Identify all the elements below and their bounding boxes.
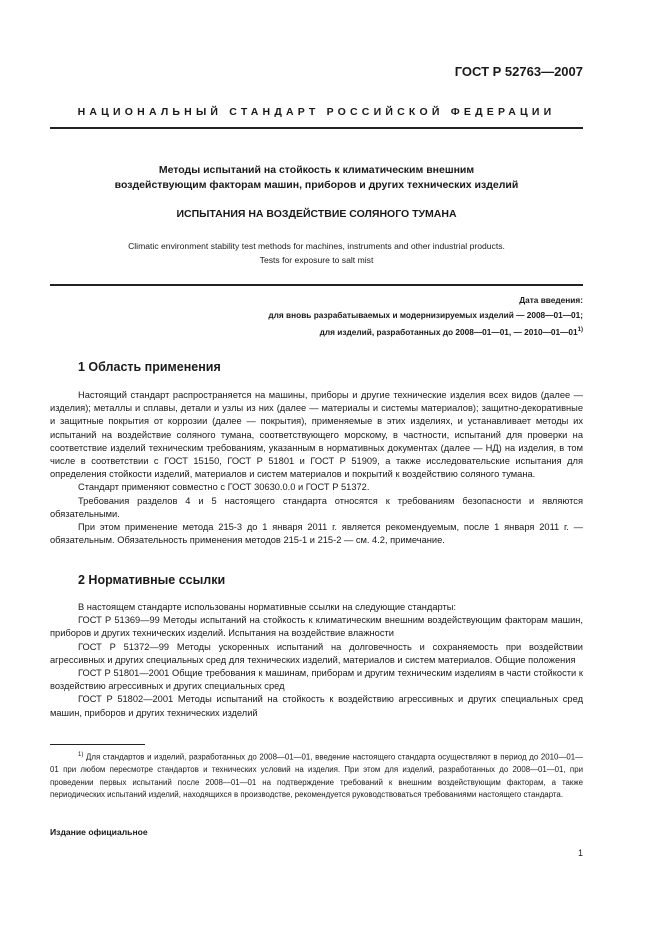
normative-reference: ГОСТ Р 51369—99 Методы испытаний на стойкость к климатическим внешним воздействующим факторам машин, приборов и других технических изделий. Испытания на воздействие влажности	[50, 615, 583, 639]
section-2-heading: 2 Нормативные ссылки	[78, 573, 226, 587]
section-1-paragraph: Настоящий стандарт распространяется на машины, приборы и другие технические изделия всех видов (далее — изделия); металлы и сплавы, детали и узлы из них (далее — материалы и системы материалов); защитно-декоративные и защитные покрытия от коррозии (далее — покрытия), применяемые в этих изделиях, и устанавливает методы их испытаний на воздействие соляного тумана, соответствующего морскому, в частности, испытаний для проверки на соответствие изделий техническим требованиям, указанным в нормативных документах (далее — НД) на изделия, в том числе в соответствии с ГОСТ 15150, ГОСТ Р 51801 и ГОСТ Р 51909, а также исследовательские испытания для определения стойкости изделий, материалов и систем материалов и покрытий к воздействию соляного тумана.	[50, 390, 583, 480]
english-title	[50, 239, 583, 267]
intro-date-line-1: для вновь разрабатываемых и модернизируемых изделий — 2008—01—01;	[268, 310, 583, 320]
section-2-body	[50, 601, 583, 720]
document-title	[50, 163, 583, 193]
top-divider	[50, 127, 583, 129]
document-subtitle: ИСПЫТАНИЯ НА ВОЗДЕЙСТВИЕ СОЛЯНОГО ТУМАНА	[176, 208, 457, 220]
footnote	[50, 749, 583, 802]
section-1-paragraph: При этом применение метода 215-3 до 1 января 2011 г. является рекомендуемым, после 1 января 2011 г. — обязательным. Обязательность применения методов 215-1 и 215-2 — см. 4.2, примечание.	[50, 522, 583, 546]
intro-date-line-2-text: для изделий, разработанных до 2008—01—01, — 2010—01—01	[319, 326, 578, 337]
footnote-text: Для стандартов и изделий, разработанных до 2008—01—01, введение настоящего стандарта осуществляют в период до 2010—01—01 при любом пересмотре стандартов и технических условий на изделия. При этом для изделий, разработанных до 2008—01—01, при проведении первых испытаний после 2008—01—01 на подтверждение требований к внешним воздействующим факторам, а также периодических испытаний изделий, находящихся в производстве, рекомендуется руководствоваться требованиями настоящего стандарта.	[50, 752, 583, 800]
document-number: ГОСТ Р 52763—2007	[454, 64, 583, 79]
footnote-divider	[50, 744, 145, 745]
english-title-line-1: Climatic environment stability test methods for machines, instruments and other industrial products.	[128, 241, 505, 251]
introduction-date-block	[268, 293, 583, 340]
footnote-mark: 1)	[78, 752, 84, 758]
normative-reference: ГОСТ Р 51801—2001 Общие требования к машинам, приборам и другим техническим изделиям в части стойкости к воздействию агрессивных и других специальных сред	[50, 668, 583, 692]
section-2-paragraph: В настоящем стандарте использованы нормативные ссылки на следующие стандарты:	[78, 602, 457, 612]
intro-date-line-2	[268, 323, 583, 340]
section-1-heading: 1 Область применения	[78, 360, 221, 374]
section-1-paragraph: Требования разделов 4 и 5 настоящего стандарта относятся к требованиям безопасности и являются обязательными.	[50, 495, 583, 519]
footnote-reference: 1)	[577, 327, 583, 333]
edition-label: Издание официальное	[50, 827, 148, 837]
intro-date-label: Дата введения:	[519, 295, 583, 305]
national-standard-banner: НАЦИОНАЛЬНЫЙ СТАНДАРТ РОССИЙСКОЙ ФЕДЕРАЦИИ	[77, 106, 556, 118]
normative-reference: ГОСТ Р 51802—2001 Методы испытаний на стойкость к воздействию агрессивных и других специальных сред машин, приборов и других технических изделий	[50, 694, 583, 718]
title-line-2: воздействующим факторам машин, приборов и других технических изделий	[114, 179, 519, 191]
section-1-paragraph: Стандарт применяют совместно с ГОСТ 30630.0.0 и ГОСТ Р 51372.	[78, 482, 370, 493]
section-1-body	[50, 389, 583, 547]
normative-reference: ГОСТ Р 51372—99 Методы ускоренных испытаний на долговечность и сохраняемость при воздействии агрессивных и других специальных сред для технических изделий, материалов и систем материалов. Общие положения	[50, 641, 583, 665]
title-line-1: Методы испытаний на стойкость к климатическим внешним	[158, 164, 475, 176]
english-title-line-2: Tests for exposure to salt mist	[259, 255, 374, 265]
page-number: 1	[577, 848, 583, 858]
title-divider	[50, 284, 583, 286]
